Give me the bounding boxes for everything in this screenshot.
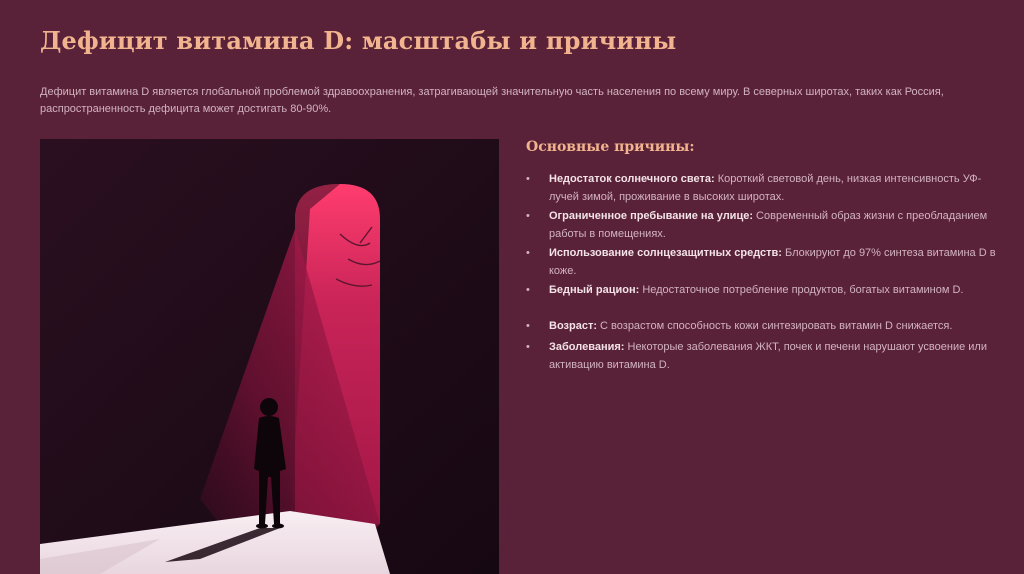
cause-text: Современный образ жизни с преобладанием работы в помещениях.: [549, 210, 988, 240]
cause-label: Использование солнцезащитных средств:: [549, 247, 782, 259]
cause-item-sunscreen: [526, 244, 996, 280]
doorway-illustration-svg: [40, 139, 499, 574]
cause-text: Короткий световой день, низкая интенсивность УФ-лучей зимой, проживание в высоких широтах.: [549, 173, 982, 203]
cause-label: Недостаток солнечного света:: [549, 173, 715, 185]
cause-text: Недостаточное потребление продуктов, богатых витамином D.: [639, 284, 964, 296]
cause-text: Некоторые заболевания ЖКТ, почек и печени нарушают усвоение или активацию витамина D.: [549, 341, 987, 371]
bullet: •: [526, 320, 530, 332]
cause-item-age: [526, 317, 996, 335]
bullet: •: [526, 341, 530, 353]
bullet: •: [526, 284, 530, 296]
cause-label: Бедный рацион:: [549, 284, 640, 296]
cause-text: С возрастом способность кожи синтезировать витамин D снижается.: [597, 320, 953, 332]
cause-text: Блокируют до 97% синтеза витамина D в коже.: [549, 247, 996, 277]
cause-item-outdoors: [526, 207, 996, 243]
cause-label: Возраст:: [549, 320, 597, 332]
causes-heading: Основные причины:: [526, 139, 695, 155]
cause-item-diseases: [526, 338, 996, 374]
bullet: •: [526, 247, 530, 259]
bullet: •: [526, 210, 530, 222]
cause-item-diet: [526, 281, 996, 299]
bullet: •: [526, 173, 530, 185]
intro-paragraph: Дефицит витамина D является глобальной проблемой здравоохранения, затрагивающей значительную часть населения по всему миру. В северных широтах, таких как Россия, распространенность дефицита может достигать 80-90%.: [40, 86, 944, 115]
doorway-illustration: [40, 139, 499, 574]
slide-title: Дефицит витамина D: масштабы и причины: [40, 26, 677, 55]
cause-label: Заболевания:: [549, 341, 625, 353]
cause-label: Ограниченное пребывание на улице:: [549, 210, 753, 222]
cause-item-sunlight: [526, 170, 996, 206]
